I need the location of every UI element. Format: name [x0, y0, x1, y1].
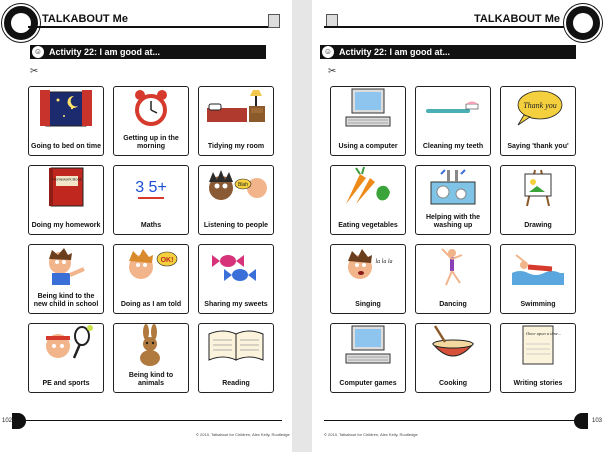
card-listening: [198, 165, 274, 235]
card-caption: Eating vegetables: [338, 222, 398, 229]
talkabout-logo-icon: [2, 4, 40, 42]
la-la-text: la la la: [375, 259, 393, 265]
homework-book-icon: [41, 166, 91, 208]
card-getting-up: [113, 86, 189, 156]
card-writing-stories: [500, 323, 576, 393]
bedroom-icon: [203, 88, 269, 128]
open-book-icon: [205, 324, 267, 366]
card-caption: Swimming: [520, 301, 556, 308]
copyright-note: © 2010, Talkabout for Children, Alex Kelly, Routledge: [196, 432, 290, 437]
activity-title-bar: [320, 45, 576, 59]
card-caption: Using a computer: [338, 143, 398, 150]
card-caption: Being kind to the new child in school: [33, 293, 99, 308]
footer-rule: [12, 420, 282, 421]
brand-title: TALKABOUT Me: [42, 13, 128, 25]
game-computer-icon: [340, 324, 396, 366]
card-caption: Getting up in the morning: [123, 135, 179, 150]
card-caption: Cleaning my teeth: [422, 143, 484, 150]
rabbit-icon: [126, 324, 176, 366]
card-caption: PE and sports: [42, 380, 90, 387]
story-text: Once upon a time...: [526, 331, 562, 336]
card-grid: [330, 86, 576, 393]
card-caption: Drawing: [524, 222, 552, 229]
person-icon: ☺: [323, 47, 333, 56]
washing-up-icon: [425, 166, 481, 208]
dancer-icon: [428, 245, 478, 287]
card-dancing: [415, 244, 491, 314]
card-caption: Listening to people: [203, 222, 269, 229]
footer-rule: [324, 420, 588, 421]
card-going-to-bed: [28, 86, 104, 156]
card-reading: [198, 323, 274, 393]
card-caption: Computer games: [339, 380, 397, 387]
right-page: [312, 0, 604, 452]
card-cooking: [415, 323, 491, 393]
maths-icon: [126, 166, 176, 208]
alarm-clock-icon: [126, 88, 176, 128]
card-computer-games: [330, 323, 406, 393]
night-window-icon: [38, 88, 94, 128]
left-page: [0, 0, 292, 452]
activity-title: Activity 22: I am good at...: [339, 47, 451, 57]
scissors-icon: ✂: [30, 66, 39, 77]
brand-title: TALKABOUT Me: [474, 13, 560, 25]
page-number: 102: [2, 418, 13, 424]
card-caption: Dancing: [439, 301, 467, 308]
card-caption: Singing: [355, 301, 381, 308]
book-icon: [268, 14, 280, 28]
card-caption: Cooking: [439, 380, 467, 387]
card-caption: Saying 'thank you': [507, 143, 569, 150]
copyright-note: © 2010, Talkabout for Children, Alex Kelly, Routledge: [324, 432, 418, 437]
maths-figures: 3 5+: [135, 179, 167, 196]
thank-you-text: Thank you: [523, 101, 557, 110]
card-caption: Doing my homework: [31, 222, 101, 229]
page-tab: [12, 413, 26, 429]
blah-bubble: Blah: [237, 182, 249, 188]
book-label: Homework Book: [52, 176, 82, 182]
card-drawing: [500, 165, 576, 235]
toothbrush-icon: [422, 87, 484, 129]
header-rule: [324, 26, 564, 28]
card-grid: [28, 86, 274, 393]
story-paper-icon: [513, 324, 563, 366]
card-caption: Tidying my room: [207, 143, 265, 150]
book-gutter: [292, 0, 312, 452]
card-singing: [330, 244, 406, 314]
card-tidying-room: [198, 86, 274, 156]
card-caption: Sharing my sweets: [204, 301, 268, 308]
card-caption: Maths: [140, 222, 162, 229]
activity-title-bar: [30, 45, 266, 59]
swimmer-icon: [508, 245, 568, 287]
card-cleaning-teeth: [415, 86, 491, 156]
vegetables-icon: [340, 166, 396, 208]
listening-icon: [203, 166, 269, 208]
card-caption: Helping with the washing up: [425, 214, 481, 229]
easel-icon: [513, 166, 563, 208]
card-caption: Doing as I am told: [120, 301, 182, 308]
person-icon: ☺: [33, 47, 43, 56]
card-maths: [113, 165, 189, 235]
card-sharing-sweets: [198, 244, 274, 314]
sweets-icon: [206, 245, 266, 287]
card-caption: Reading: [222, 380, 250, 387]
header-rule: [28, 26, 280, 28]
singing-icon: [338, 245, 398, 287]
card-saying-thank-you: [500, 86, 576, 156]
page-number: 103: [591, 418, 602, 424]
scissors-icon: ✂: [328, 66, 337, 77]
card-homework: [28, 165, 104, 235]
activity-title: Activity 22: I am good at...: [49, 47, 161, 57]
card-swimming: [500, 244, 576, 314]
card-caption: Writing stories: [513, 380, 563, 387]
card-caption: Going to bed on time: [31, 143, 101, 150]
ok-boy-icon: [121, 245, 181, 287]
talkabout-logo-icon: [564, 4, 602, 42]
computer-icon: [340, 87, 396, 129]
card-kind-new-child: [28, 244, 104, 314]
page-tab: [574, 413, 588, 429]
tennis-icon: [36, 324, 96, 366]
cooking-bowl-icon: [425, 324, 481, 366]
card-doing-as-told: [113, 244, 189, 314]
card-using-computer: [330, 86, 406, 156]
kind-child-icon: [36, 245, 96, 287]
card-eating-vegetables: [330, 165, 406, 235]
card-pe-sports: [28, 323, 104, 393]
ok-bubble: OK!: [160, 257, 174, 264]
card-caption: Being kind to animals: [128, 372, 174, 387]
thank-you-bubble-icon: [510, 87, 566, 129]
card-washing-up: [415, 165, 491, 235]
card-kind-animals: [113, 323, 189, 393]
